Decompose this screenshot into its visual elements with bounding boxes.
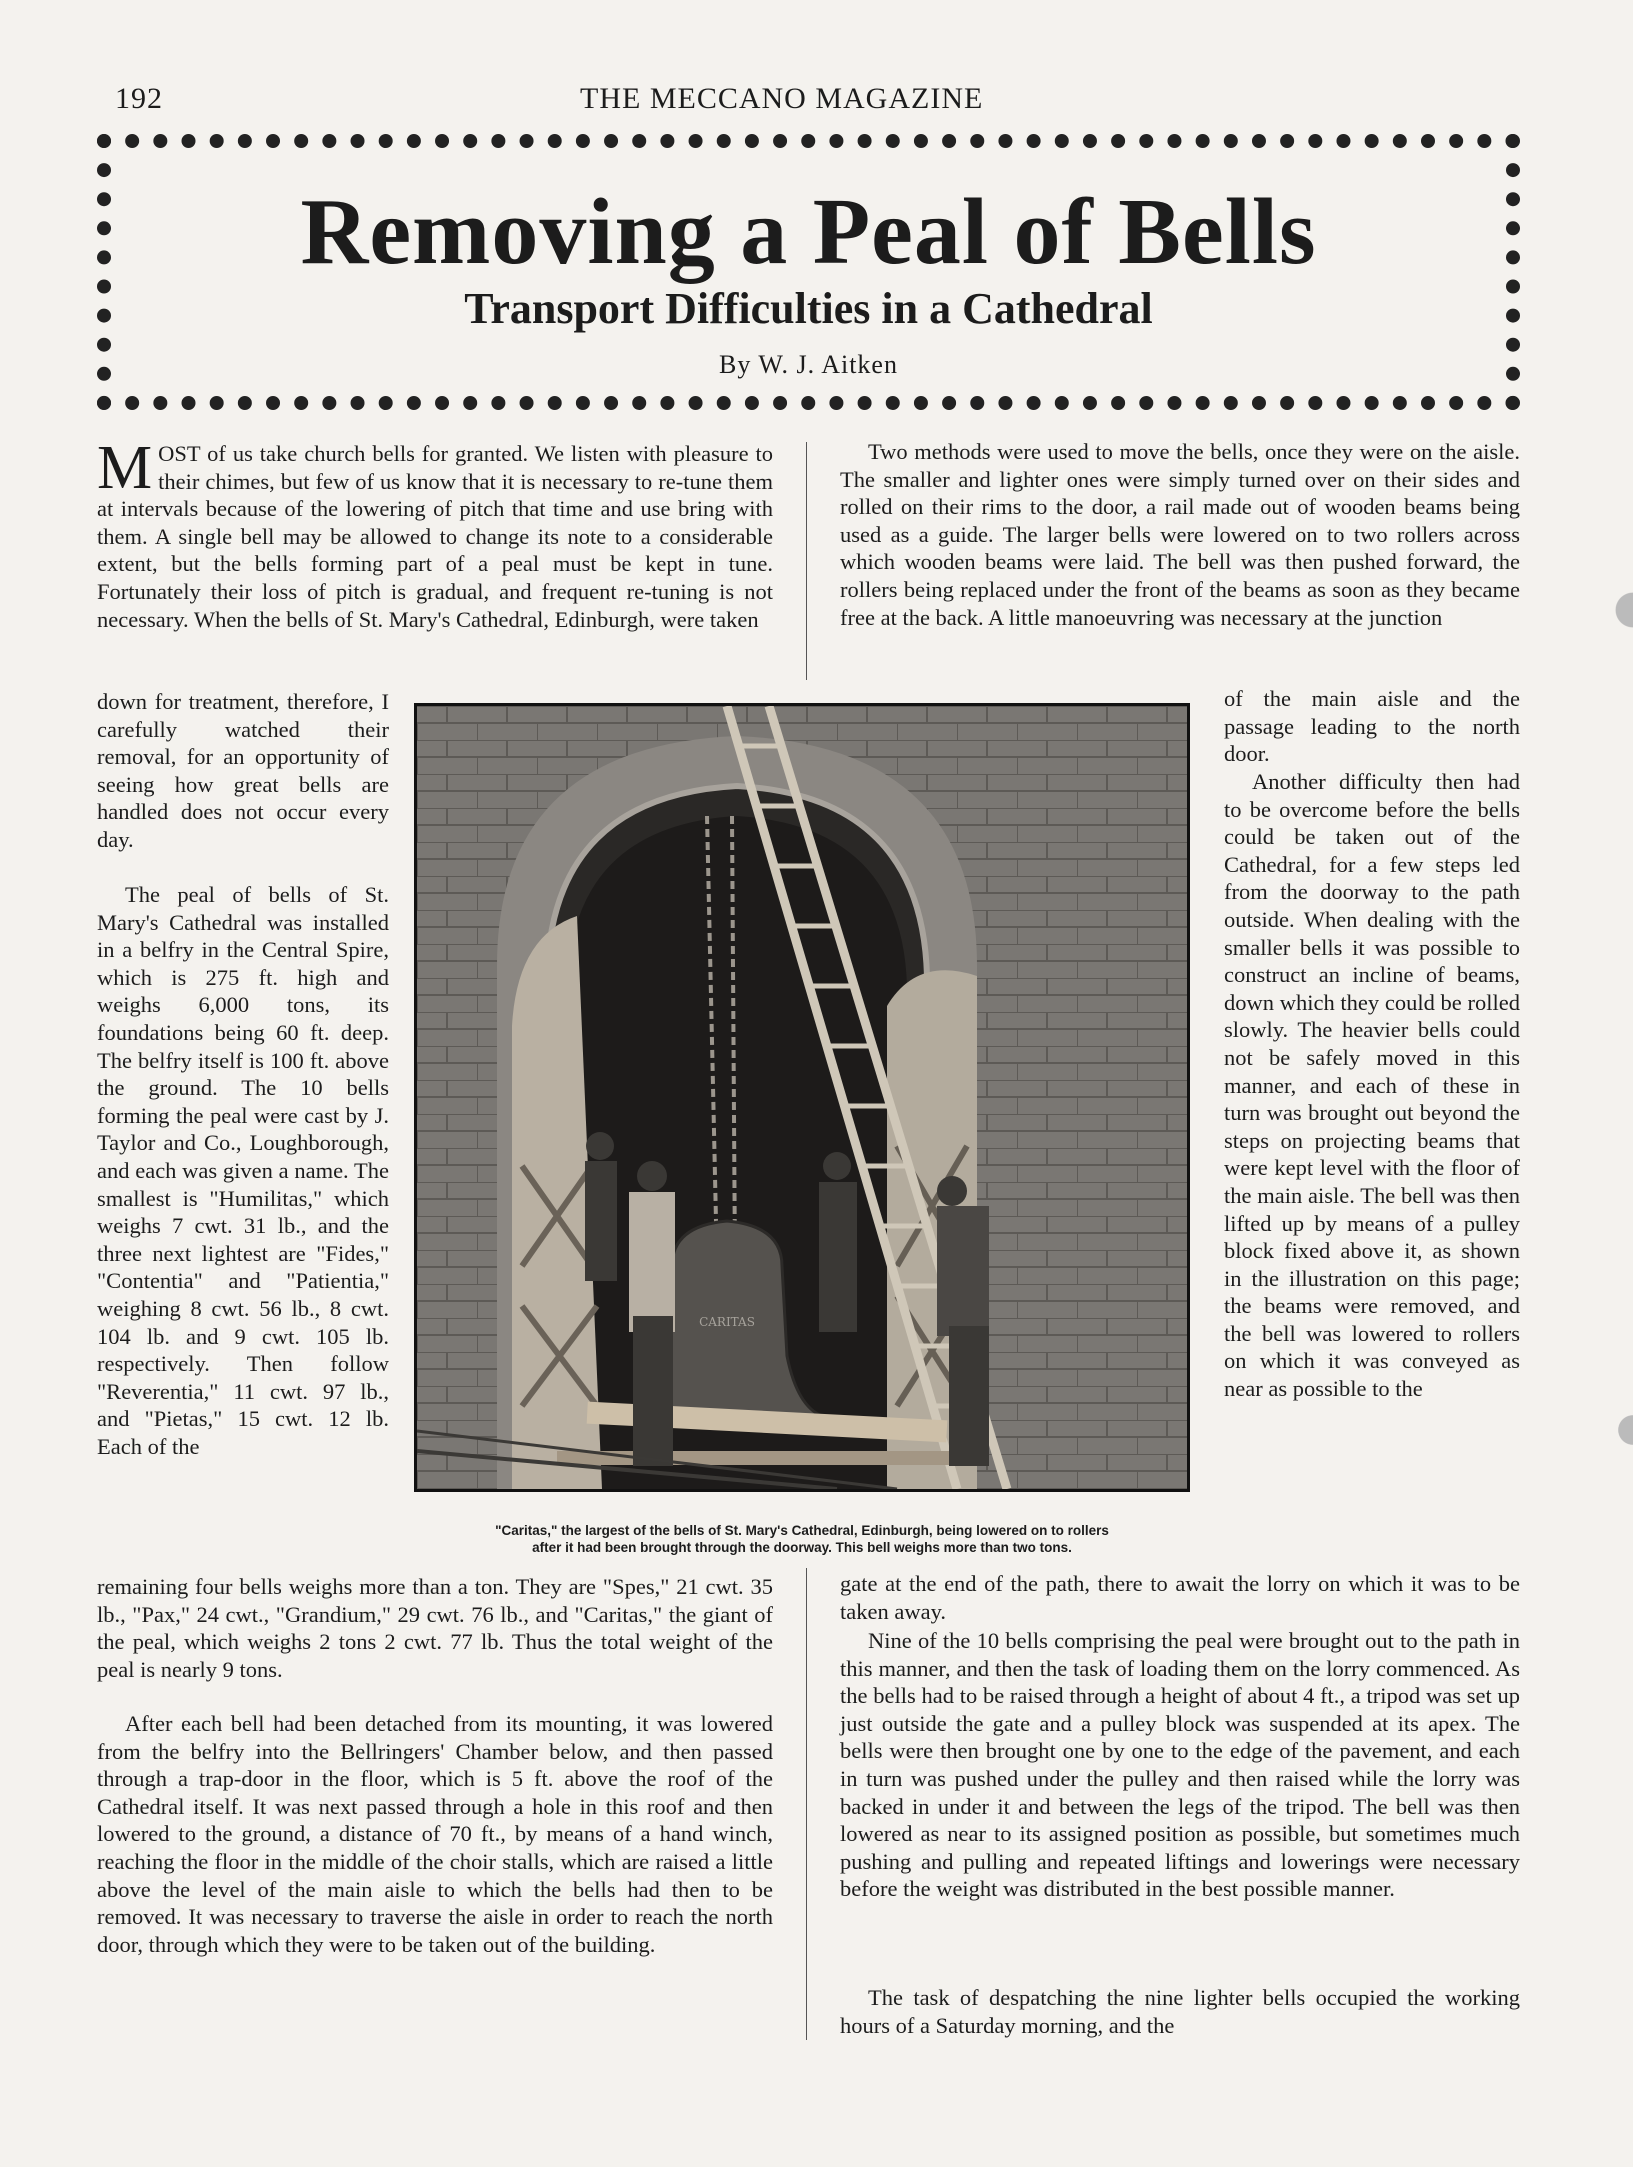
right-paragraph-lorry: Nine of the 10 bells comprising the peal were brought out to the path in this manner, and then the task of loading them on the lorry commenced. As the bells had to be raised through a height of about 4 ft., a tripod was set up just outside the gate and a pulley block was suspended at its apex. The bells were then brought one by one to the edge of the pavement, and each in turn was pushed under the pulley and then raised while the lorry was backed in under it and between the legs of the tripod. The bell was then lowered as near to its assigned position as possible, but sometimes much pushing and pulling and repeated liftings and lowerings were necessary before the weight was distributed in the best possible manner. [840,1628,1520,1902]
page-number: 192 [115,82,163,115]
scan-edge-mark [1603,1410,1633,1450]
left-paragraph-bells-cont: remaining four bells weighs more than a ton. They are "Spes," 21 cwt. 35 lb., "Pax," 24 cwt., "Grandium," 29 cwt. 76 lb., and "Caritas," the giant of the peal, which weighs 2 tons 2 cwt. 77 lb. Thus the total weight of the peal is nearly 9 tons. [97,1574,773,1682]
article-title: Removing a Peal of Bells [300,180,1317,284]
right-paragraph-methods: Two methods were used to move the bells, once they were on the aisle. The smaller and lighter ones were simply turned over on their sides and rolled on their rims to the door, a rail made out of wooden beams being used as a guide. The larger bells were lowered on to two rollers across which wooden beams were laid. The bell was then pushed forward, the rollers being replaced under the front of the beams as soon as they became free at the back. A little manoeuvring was necessary at the junction [840,439,1520,630]
column-divider [806,442,807,680]
scan-edge-mark [1603,580,1633,640]
column-divider [806,1568,807,2040]
article-subtitle: Transport Difficulties in a Cathedral [464,284,1153,333]
bell-photograph [414,703,1190,1492]
photo-caption [414,1522,1190,1556]
right-paragraph-methods-narrow: of the main aisle and the passage leading to the north door. [1224,686,1520,767]
left-paragraph-intro-narrow: down for treatment, therefore, I carefully watched their removal, for an opportunity of seeing how great bells are handled does not occur every day. [97,689,389,852]
left-paragraph-lowering: After each bell had been detached from its mounting, it was lowered from the belfry into the Bellringers' Chamber below, and then passed through a trap-door in the floor, which is 5 ft. above the roof of the Cathedral itself. It was next passed through a hole in this roof and then lowered to the ground, a distance of 70 ft., by means of a hand winch, reaching the floor in the middle of the choir stalls, which are raised a little above the level of the main aisle to which the bells had then to be removed. It was necessary to traverse the aisle in order to reach the north door, through which they were to be taken out of the building. [97,1711,773,1957]
right-paragraph-steps-cont: gate at the end of the path, there to await the lorry on which it was to be taken away. [840,1571,1520,1624]
right-paragraph-despatch: The task of despatching the nine lighter bells occupied the working hours of a Saturday morning, and the [840,1985,1520,2038]
right-paragraph-steps: Another difficulty then had to be overcome before the bells could be taken out of the Cathedral, for a few steps led from the doorway to the path outside. When dealing with the smaller bells it was possible to construct an incline of beams, down which they could be rolled slowly. The heavier bells could not be safely moved in this manner, and each of these in turn was brought out beyond the steps on projecting beams that were kept level with the floor of the main aisle. The bell was then lifted up by means of a pulley block fixed above it, as shown in the illustration on this page; the beams were removed, and the bell was lowered to rollers on which it was conveyed as near as possible to the [1224,769,1520,1402]
left-paragraph-intro: MOST of us take church bells for granted. We listen with pleasure to their chimes, but few of us know that it is necessary to re-tune them at intervals because of the lowering of pitch that time and use bring with them. A single bell may be allowed to change its note to a considerable extent, but the bells forming part of a peal must be kept in tune. Fortunately their loss of pitch is gradual, and frequent re-tuning is not necessary. When the bells of St. Mary's Cathedral, Edinburgh, were taken [97,434,773,632]
magazine-title: THE MECCANO MAGAZINE [580,82,984,115]
drop-cap: M [97,434,153,502]
byline: By W. J. Aitken [719,350,898,379]
bell-inscription: CARITAS [699,1315,755,1329]
left-paragraph-bells: The peal of bells of St. Mary's Cathedral was installed in a belfry in the Central Spire, which is 275 ft. high and weighs 6,000 tons, its foundations being 60 ft. deep. The belfry itself is 100 ft. above the ground. The 10 bells forming the peal were cast by J. Taylor and Co., Loughborough, and each was given a name. The smallest is "Humilitas," which weighs 7 cwt. 31 lb., and the three next lightest are "Fides," "Contentia" and "Patientia," weighing 8 cwt. 56 lb., 8 cwt. 104 lb. and 9 cwt. 105 lb. respectively. Then follow "Reverentia," 11 cwt. 97 lb., and "Pietas," 15 cwt. 12 lb. Each of the [97,882,389,1459]
cathedral-doorway-illustration [417,706,1187,1489]
caption-line-1: "Caritas," the largest of the bells of St. Mary's Cathedral, Edinburgh, being lowered on to rollers [495,1523,1109,1538]
caption-line-2: after it had been brought through the doorway. This bell weighs more than two tons. [532,1540,1072,1555]
